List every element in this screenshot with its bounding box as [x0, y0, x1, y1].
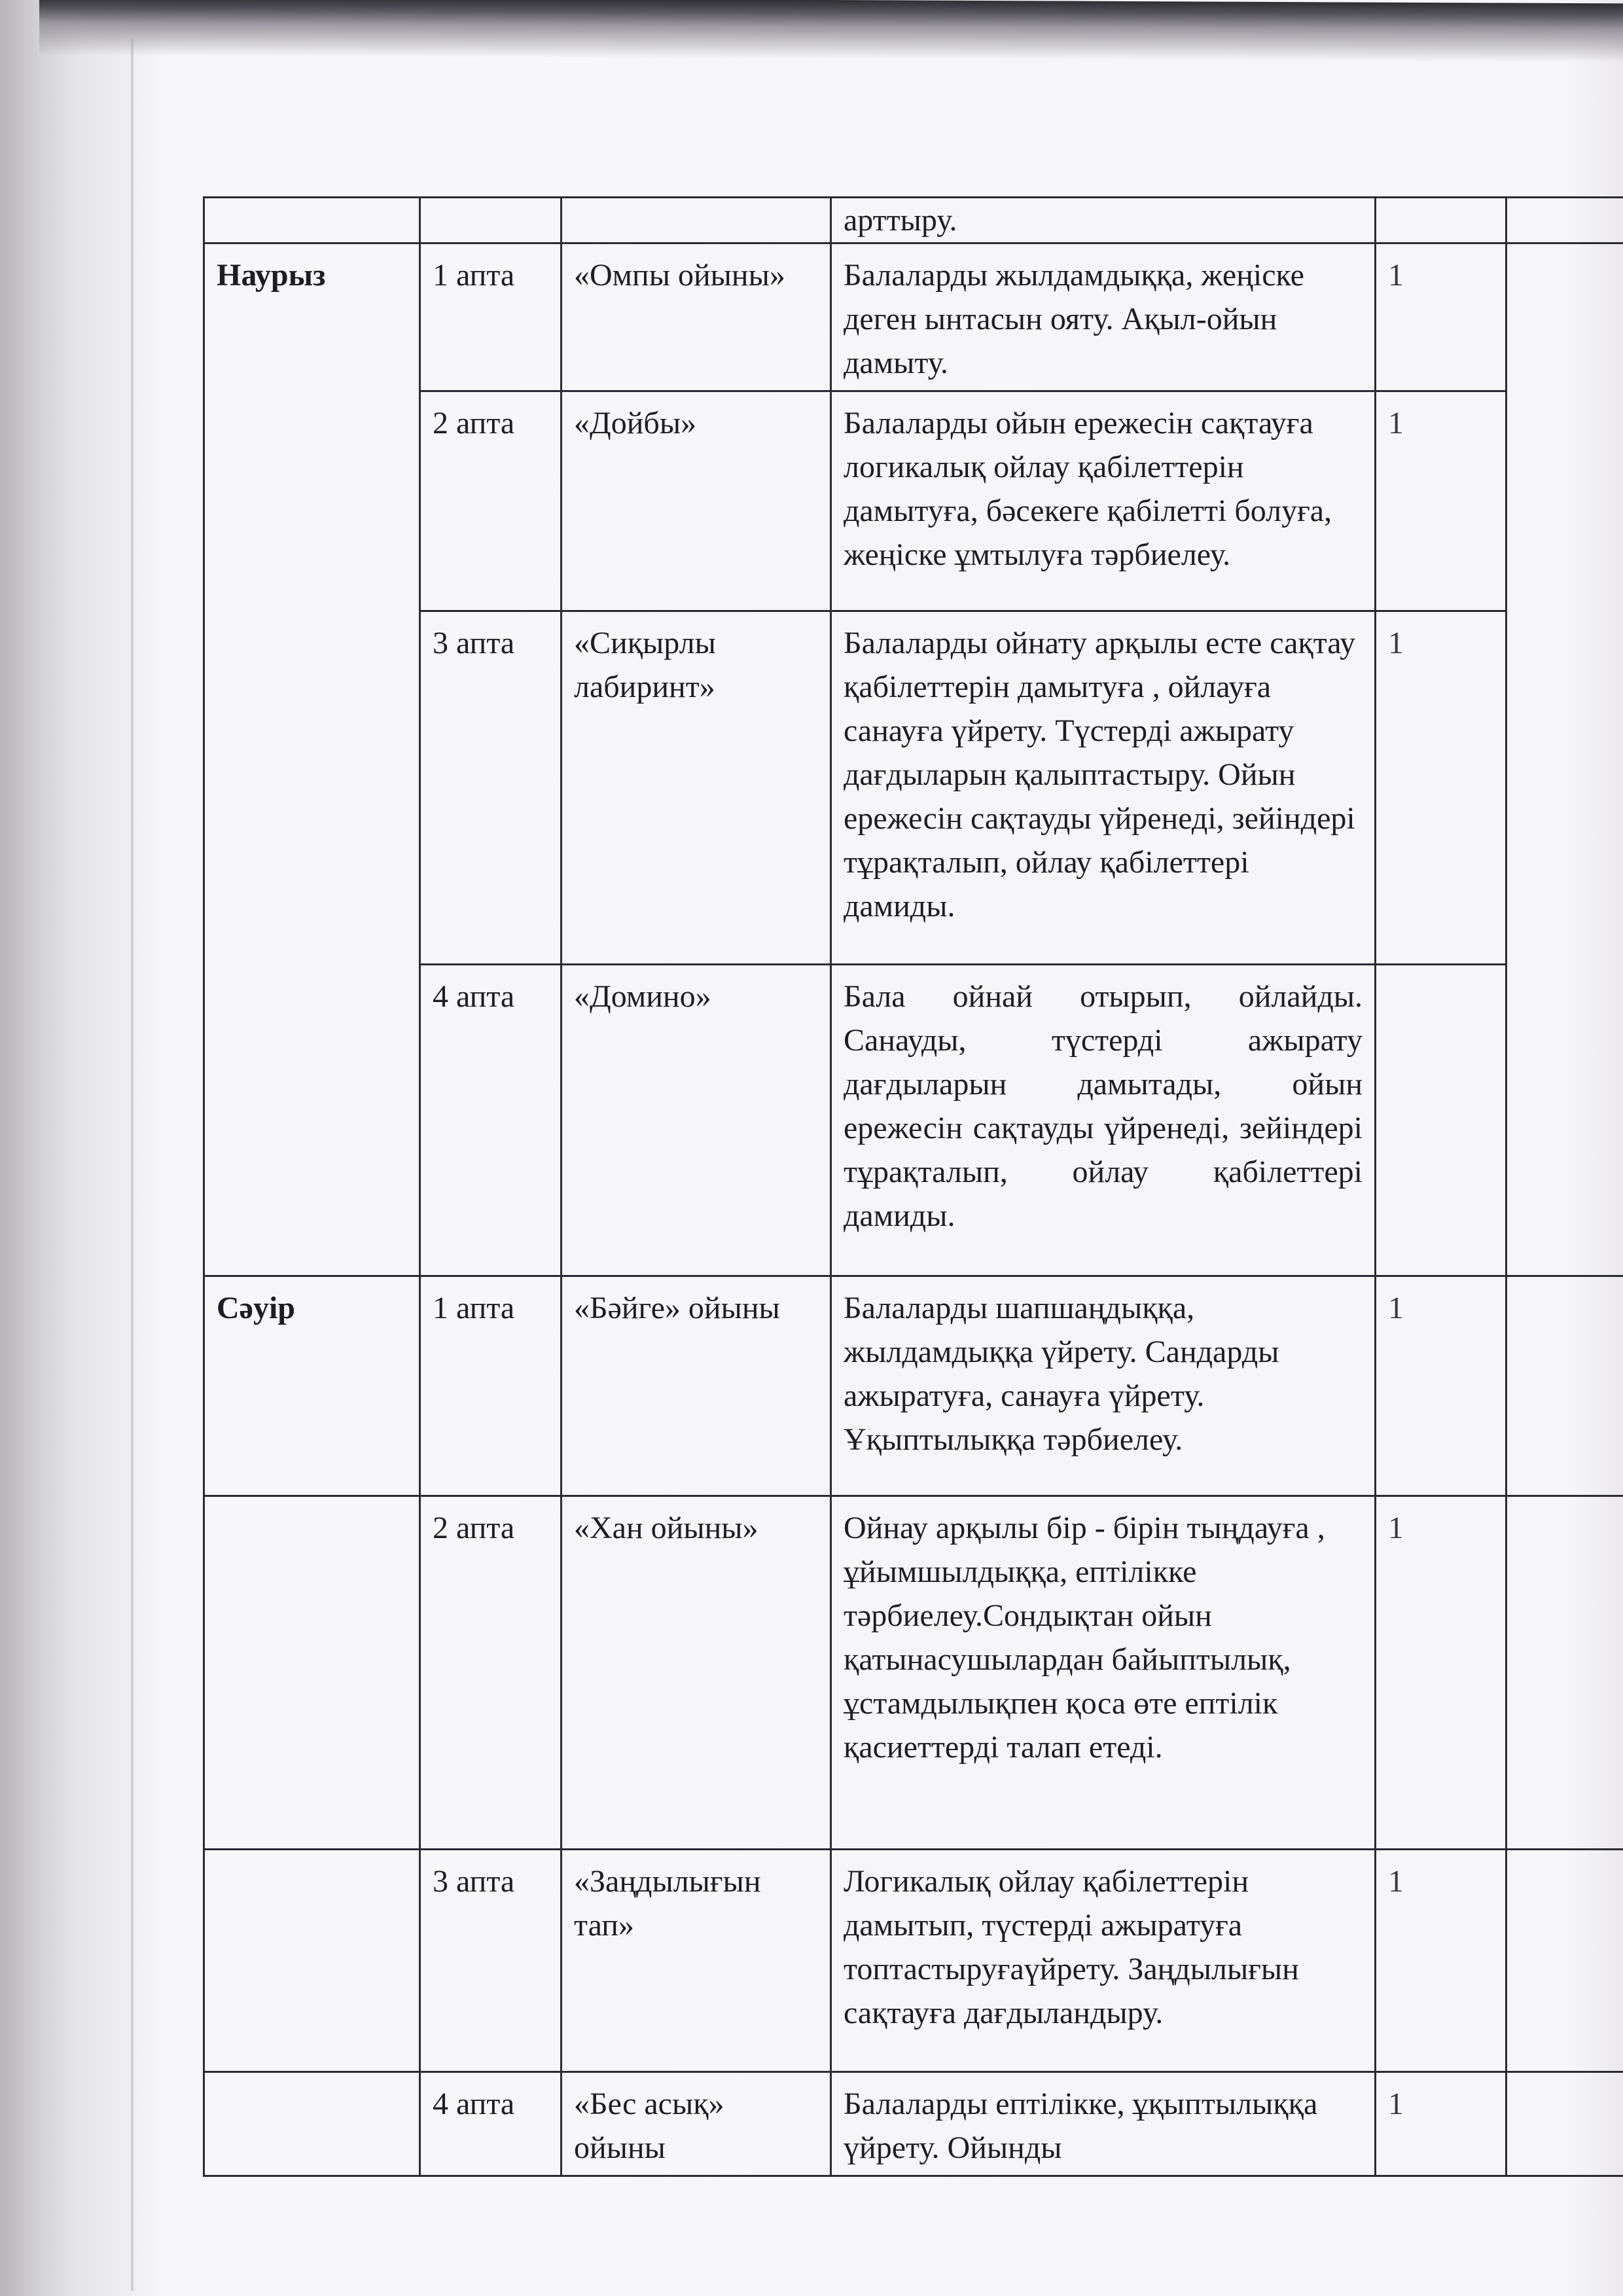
- empty-cell: [1507, 1496, 1623, 1850]
- week-cell: 4 апта: [420, 965, 562, 1276]
- hours-cell: 1: [1376, 243, 1507, 391]
- description-cell: Балаларды ойын ережесін сақтауға логикалық ойлау қабілеттерін дамытуға, бәсекеге қабілетті болуға, жеңіске ұмтылуға тәрбиелеу.: [831, 391, 1376, 611]
- description-cell: арттыру.: [831, 198, 1376, 243]
- week-cell: 3 апта: [420, 611, 562, 965]
- week-cell: 1 апта: [420, 1276, 562, 1496]
- month-cell: [204, 2072, 420, 2176]
- week-cell: 2 апта: [420, 391, 562, 611]
- week-cell: 3 апта: [420, 1850, 562, 2072]
- month-cell: [204, 1496, 420, 1850]
- empty-cell: [1507, 243, 1623, 1276]
- month-cell: [204, 1850, 420, 2072]
- game-cell: «Заңдылығын тап»: [562, 1850, 831, 2072]
- empty-cell: [1507, 2072, 1623, 2176]
- hours-cell: 1: [1376, 1496, 1507, 1850]
- table-row: [204, 243, 1623, 391]
- game-cell: «Омпы ойыны»: [562, 243, 831, 391]
- scan-edge-shadow: [39, 0, 1623, 62]
- table-row: [204, 1496, 1623, 1850]
- month-cell: Сәуір: [204, 1276, 420, 1496]
- binding-shadow: [0, 0, 170, 2296]
- week-cell: 1 апта: [420, 243, 562, 391]
- table-row: [204, 2072, 1623, 2176]
- table-row: [204, 1850, 1623, 2072]
- empty-cell: [1507, 198, 1623, 243]
- description-cell: Балаларды жылдамдыққа, жеңіске деген ынтасын ояту. Ақыл-ойын дамыту.: [831, 243, 1376, 391]
- game-cell: «Бес асық» ойыны: [562, 2072, 831, 2176]
- hours-cell: 1: [1376, 2072, 1507, 2176]
- hours-cell: [1376, 965, 1507, 1276]
- week-cell: [420, 198, 562, 243]
- game-cell: «Бәйге» ойыны: [562, 1276, 831, 1496]
- table-row: [204, 1276, 1623, 1496]
- description-cell: Ойнау арқылы бір - бірін тыңдауға , ұйымшылдыққа, ептілікке тәрбиелеу.Сондықтан ойын қатынасушылардан байыптылық, ұстамдылықпен қоса өте ептілік қасиеттерді талап етеді.: [831, 1496, 1376, 1850]
- week-cell: 2 апта: [420, 1496, 562, 1850]
- hours-cell: 1: [1376, 1276, 1507, 1496]
- week-cell: 4 апта: [420, 2072, 562, 2176]
- lesson-plan-table: [203, 196, 1623, 2177]
- description-cell: Бала ойнай отырып, ойлайды. Санауды, түстерді ажырату дағдыларын дамытады, ойын ережесін сақтауды үйренеді, зейіндері тұрақталып, ойлау қабілеттері дамиды.: [831, 965, 1376, 1276]
- empty-cell: [1507, 1276, 1623, 1496]
- hours-cell: 1: [1376, 391, 1507, 611]
- description-cell: Логикалық ойлау қабілеттерін дамытып, түстерді ажыратуға топтастыруғаүйрету. Заңдылығын сақтауға дағдыландыру.: [831, 1850, 1376, 2072]
- description-cell: Балаларды ойнату арқылы есте сақтау қабілеттерін дамытуға , ойлауға санауға үйрету. Түстерді ажырату дағдыларын қалыптастыру. Ойын ережесін сақтауды үйренеді, зейіндері тұрақталып, ойлау қабілеттері дамиды.: [831, 611, 1376, 965]
- game-cell: «Дойбы»: [562, 391, 831, 611]
- empty-cell: [1507, 1850, 1623, 2072]
- game-cell: «Домино»: [562, 965, 831, 1276]
- description-cell: Балаларды ептілікке, ұқыптылыққа үйрету. Ойынды: [831, 2072, 1376, 2176]
- description-cell: Балаларды шапшаңдыққа, жылдамдыққа үйрету. Сандарды ажыратуға, санауға үйрету. Ұқыптылыққа тәрбиелеу.: [831, 1276, 1376, 1496]
- month-cell: Наурыз: [204, 243, 420, 1276]
- game-cell: [562, 198, 831, 243]
- game-cell: «Хан ойыны»: [562, 1496, 831, 1850]
- hours-cell: 1: [1376, 611, 1507, 965]
- game-cell: «Сиқырлы лабиринт»: [562, 611, 831, 965]
- table-row: [204, 198, 1623, 243]
- hours-cell: 1: [1376, 1850, 1507, 2072]
- page-fold: [131, 39, 134, 2291]
- month-cell: [204, 198, 420, 243]
- hours-cell: [1376, 198, 1507, 243]
